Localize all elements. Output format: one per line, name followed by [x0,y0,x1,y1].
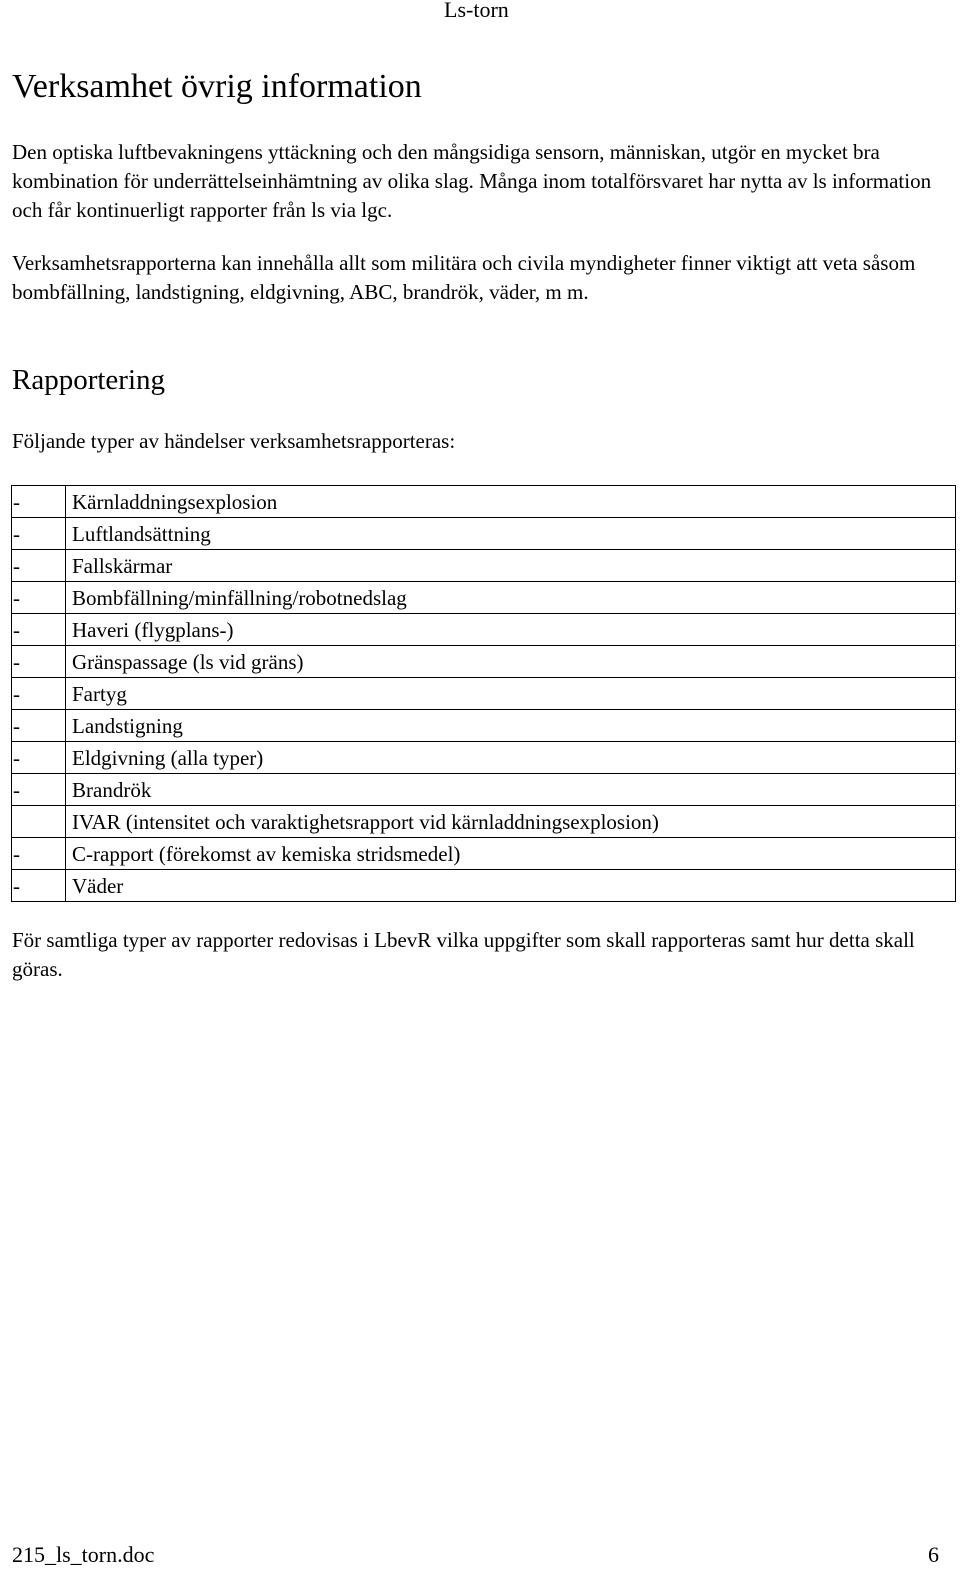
report-type-row [12,806,956,838]
report-type-label: Brandrök [66,774,956,806]
paragraph-activity-reports: Verksamhetsrapporterna kan innehålla allt som militära och civila myndigheter finner viktigt att veta såsom bombfällning, landstigning, eldgivning, ABC, brandrök, väder, m m. [12,251,916,304]
report-type-row [12,742,956,774]
report-type-row [12,646,956,678]
list-marker: - [12,486,66,518]
report-type-row [12,518,956,550]
closing-paragraph: För samtliga typer av rapporter redovisas i LbevR vilka uppgifter som skall rapporteras samt hur detta skall göras. [12,928,915,981]
report-type-row [12,550,956,582]
list-marker: - [12,838,66,870]
list-marker [12,806,66,838]
footer-filename: 215_ls_torn.doc [12,1542,155,1567]
report-type-label: Luftlandsättning [66,518,956,550]
report-type-row [12,678,956,710]
report-type-label: Eldgivning (alla typer) [66,742,956,774]
report-type-label: Väder [66,870,956,902]
list-marker: - [12,870,66,902]
report-type-label: Haveri (flygplans-) [66,614,956,646]
reporting-heading: Rapportering [12,364,166,396]
report-type-label: Kärnladdningsexplosion [66,486,956,518]
report-type-label: Bombfällning/minfällning/robotnedslag [66,582,956,614]
page-header-title: Ls-torn [444,0,509,22]
list-marker: - [12,742,66,774]
paragraph-surveillance: Den optiska luftbevakningens yttäckning och den mångsidiga sensorn, människan, utgör en mycket bra kombination för underrättelseinhämtning av olika slag. Många inom totalförsvaret har nytta av ls information och får kontinuerligt rapporter från ls via lgc. [12,140,932,222]
list-marker: - [12,774,66,806]
report-type-label: Gränspassage (ls vid gräns) [66,646,956,678]
report-type-row [12,838,956,870]
reporting-intro: Följande typer av händelser verksamhetsrapporteras: [12,429,456,453]
report-type-row [12,486,956,518]
report-type-row [12,582,956,614]
list-marker: - [12,518,66,550]
report-type-row [12,614,956,646]
report-type-label: Fallskärmar [66,550,956,582]
report-type-label: IVAR (intensitet och varaktighetsrapport vid kärnladdningsexplosion) [66,806,956,838]
list-marker: - [12,710,66,742]
list-marker: - [12,550,66,582]
footer-page-number: 6 [928,1542,939,1567]
report-type-label: Fartyg [66,678,956,710]
report-types-table [11,485,956,902]
list-marker: - [12,614,66,646]
report-type-label: Landstigning [66,710,956,742]
list-marker: - [12,582,66,614]
report-type-label: C-rapport (förekomst av kemiska stridsmedel) [66,838,956,870]
list-marker: - [12,678,66,710]
report-type-row [12,870,956,902]
list-marker: - [12,646,66,678]
report-type-row [12,774,956,806]
section-title: Verksamhet övrig information [12,68,422,105]
report-type-row [12,710,956,742]
